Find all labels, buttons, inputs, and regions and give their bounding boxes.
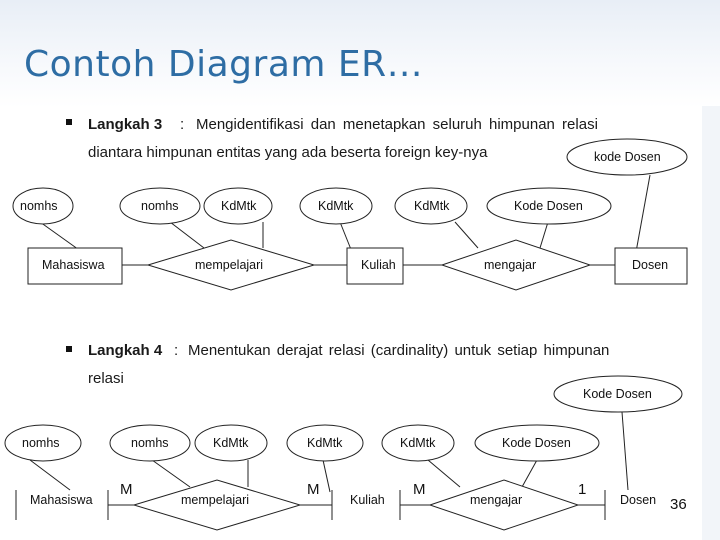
relation-label: mempelajari [195, 258, 264, 272]
cardinality-label: 1 [578, 481, 587, 498]
attr-label: KdMtk [307, 436, 343, 450]
attr-label: KdMtk [213, 436, 249, 450]
relation-label: mempelajari [181, 493, 250, 507]
attr-label: nomhs [22, 436, 60, 450]
step3-text-line2: diantara himpunan entitas yang ada beserta foreign key-nya [88, 144, 488, 161]
relation-label: mengajar [484, 258, 537, 272]
relation-label: mengajar [470, 493, 523, 507]
entity-label: Kuliah [350, 493, 385, 507]
attr-label: Kode Dosen [514, 199, 583, 213]
attr-label: KdMtk [318, 199, 354, 213]
step4-label-text: Langkah 4 [88, 342, 163, 359]
cardinality-label: M [120, 481, 133, 498]
step3-label-text: Langkah 3 [88, 116, 163, 133]
attr-label: nomhs [20, 199, 58, 213]
page-number: 36 [670, 496, 687, 513]
attr-label: Kode Dosen [583, 387, 652, 401]
attr-label: nomhs [131, 436, 169, 450]
attr-label: kode Dosen [594, 150, 661, 164]
entity-label: Mahasiswa [30, 493, 93, 507]
step4-colon: : [174, 342, 179, 359]
attr-label: nomhs [141, 199, 179, 213]
entity-label: Kuliah [361, 258, 396, 272]
slide-title: Contoh Diagram ER… [24, 44, 424, 85]
cardinality-label: M [413, 481, 426, 498]
step4-text-line2: relasi [88, 370, 124, 387]
attr-label: Kode Dosen [502, 436, 571, 450]
entity-label: Mahasiswa [42, 258, 105, 272]
attr-label: KdMtk [414, 199, 450, 213]
entity-label: Dosen [620, 493, 657, 507]
entity-label: Dosen [632, 258, 669, 272]
attr-label: KdMtk [221, 199, 257, 213]
step3-colon: : [180, 116, 185, 133]
attr-label: KdMtk [400, 436, 436, 450]
cardinality-label: M [307, 481, 320, 498]
step3-text-line1: Mengidentifikasi dan menetapkan seluruh himpunan relasi [196, 116, 598, 133]
step4-text-line1: Menentukan derajat relasi (cardinality) untuk setiap himpunan [188, 342, 610, 359]
